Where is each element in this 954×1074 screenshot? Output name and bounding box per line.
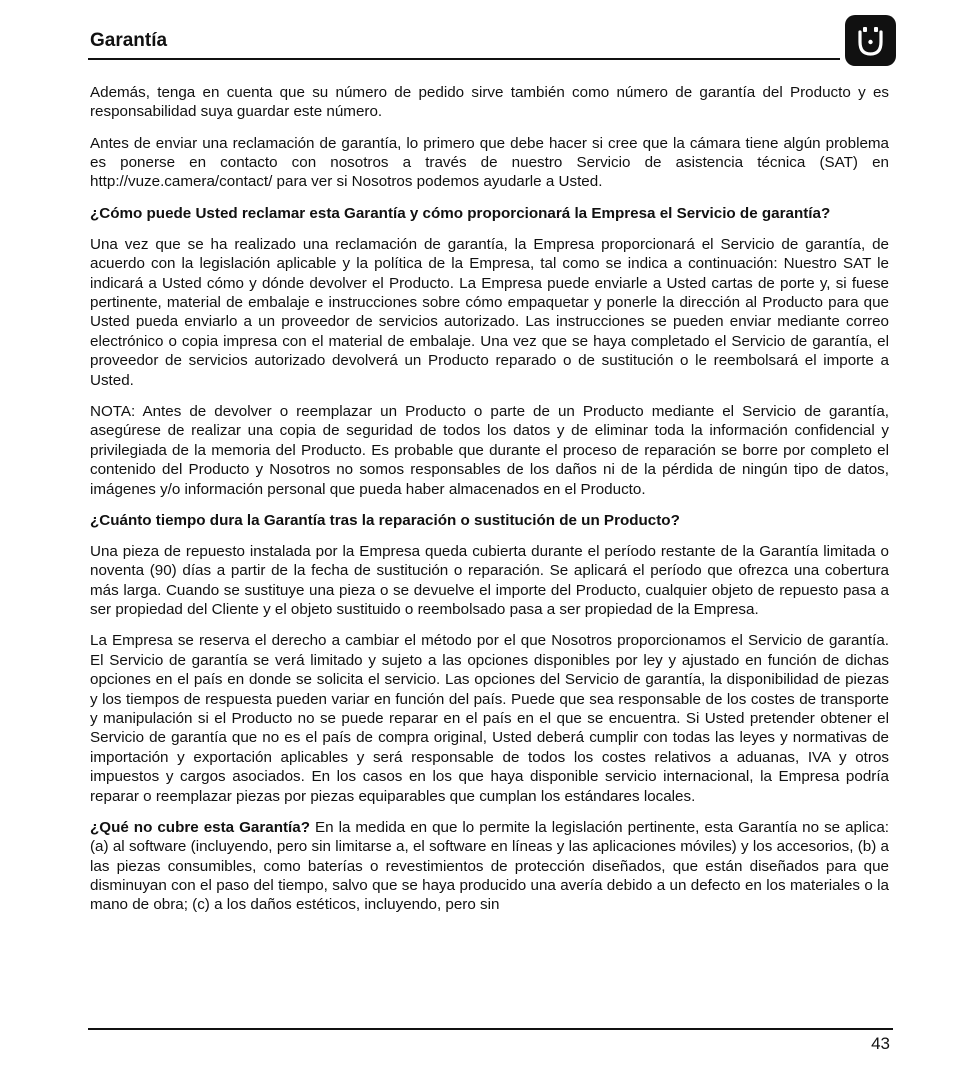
paragraph-not-covered	[90, 818, 889, 915]
section-heading-warranty-duration: ¿Cuánto tiempo dura la Garantía tras la reparación o sustitución de un Producto?	[90, 511, 680, 529]
paragraph-service-method: La Empresa se reserva el derecho a cambiar el método por el que Nosotros proporcionamos el Servicio de garantía. El Servicio de garantía se verá limitado y sujeto a las opciones disponibles por ley y ajustado en función de dichas opciones en el país en donde se solicita el servicio. Las opciones del Servicio de garantía, la disponibilidad de piezas y los tiempos de respuesta pueden variar en función del país. Puede que sea responsable de los costes de transporte y manipulación si el Producto no se puede reparar en el país en el que se encuentra. Si Usted pretender obtener el Servicio de garantía que no es el país de compra original, Usted deberá cumplir con todas las leyes y normativas de importación y exportación aplicables y será responsable de todos los costes relativos a aduanas, IVA y otros impuestos y cargos asociados. En los casos en los que haya disponible servicio internacional, la Empresa podría reparar o reemplazar piezas por piezas equiparables que cumplan los estándares locales.	[90, 632, 889, 805]
page-title: Garantía	[90, 30, 168, 51]
not-covered-lead: ¿Qué no cubre esta Garantía?	[90, 818, 311, 836]
paragraph-note-backup: NOTA: Antes de devolver o reemplazar un Producto o parte de un Producto mediante el Servicio de garantía, asegúrese de realizar una copia de seguridad de todos los datos y de eliminar toda la información confidencial y privilegiada de la memoria del Producto. Es probable que durante el proceso de reparación se borre por completo el contenido del Producto y Nosotros no somos responsables de los daños ni de la pérdida de ningún tipo de datos, imágenes y/o información personal que pueda haber almacenados en el Producto.	[90, 402, 889, 498]
paragraph-claim-process: Una vez que se ha realizado una reclamación de garantía, la Empresa proporcionará el Servicio de garantía, de acuerdo con la legislación aplicable y la política de la Empresa, tal como se indica a continuación: Nuestro SAT le indicará a Usted cómo y dónde devolver el Producto. La Empresa puede enviarle a Usted cartas de porte y, si fuese pertinente, material de embalaje e instrucciones sobre cómo empaquetar y ponerle la dirección al Producto para que Usted pueda enviarlo a un proveedor de servicios autorizado. Las instrucciones se pueden enviar mediante correo electrónico o copia impresa con el material de embalaje. Una vez que se haya completado el Servicio de garantía, el proveedor de servicios autorizado devolverá un Producto reparado o de sustitución o le reembolsará el importe a Usted.	[90, 235, 889, 389]
paragraph-replacement-parts: Una pieza de repuesto instalada por la Empresa queda cubierta durante el período restante de la Garantía limitada o noventa (90) días a partir de la fecha de sustitución o reparación. Se aplicará el período que ofrezca una cobertura más larga. Cuando se sustituye una pieza o se devuelve el importe del Producto, cualquier objeto de repuesto pasa a ser propiedad del Cliente y el objeto sustituido o reembolsado pasa a ser propiedad de la Empresa.	[90, 542, 889, 619]
vuze-logo-icon	[845, 15, 896, 66]
vuze-logo-icon	[845, 15, 896, 66]
document-body	[90, 83, 889, 927]
page-number: 43	[871, 1034, 890, 1053]
not-covered-text: En la medida en que lo permite la legislación pertinente, esta Garantía no se aplica: (a) al software (incluyendo, pero sin limitarse a, el software en líneas y las aplicaciones móviles) y los accesorios, (b) a las piezas consumibles, como baterías o revestimientos de protección diseñados, que están diseñados para que disminuyan con el paso del tiempo, salvo que se haya producido una avería debido a un defecto en los materiales o la mano de obra; (c) a los daños estéticos, incluyendo, pero sin	[90, 818, 890, 914]
paragraph-order-number: Además, tenga en cuenta que su número de pedido sirve también como número de garantía del Producto y es responsabilidad suya guardar este número.	[90, 84, 889, 121]
page-header	[88, 26, 840, 60]
footer-divider	[88, 1028, 893, 1030]
paragraph-contact-support: Antes de enviar una reclamación de garantía, lo primero que debe hacer si cree que la cámara tiene algún problema es ponerse en contacto con nosotros a través de nuestro Servicio de asistencia técnica (SAT) en http://vuze.camera/contact/ para ver si Nosotros podemos ayudarle a Usted.	[90, 134, 889, 191]
section-heading-how-to-claim: ¿Cómo puede Usted reclamar esta Garantía y cómo proporcionará la Empresa el Servicio de garantía?	[90, 204, 831, 222]
